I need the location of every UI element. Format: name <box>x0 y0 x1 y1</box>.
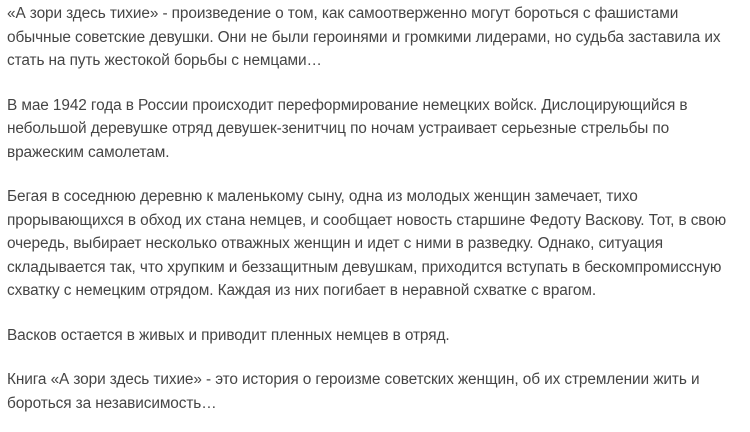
paragraph-book-summary: Книга «А зори здесь тихие» - это история о героизме советских женщин, об их стремлении жить и бороться за независимость… <box>7 371 700 412</box>
paragraph-may-1942: В мае 1942 года в России происходит переформирование немецких войск. Дислоцирующийся в небольшой деревушке отряд девушек-зенитчиц по ночам устраивает серьезные стрельбы по вражеским самолетам. <box>7 96 688 161</box>
paragraph-vaskov-survives: Васков остается в живых и приводит пленных немцев в отряд. <box>7 326 450 344</box>
paragraph-reconnaissance: Бегая в соседнюю деревню к маленькому сыну, одна из молодых женщин замечает, тихо прорывающихся в обход их стана немцев, и сообщает новость старшине Федоту Васкову. Тот, в свою очередь, выбирает несколько отважных женщин и идет с ними в разведку. Однако, ситуация складывается так, что хрупким и беззащитным девушкам, приходится вступать в бескомпромиссную схватку с немецким отрядом. Каждая из них погибает в неравной схватке с врагом. <box>7 188 727 299</box>
paragraph-intro: «А зори здесь тихие» - произведение о том, как самоотверженно могут бороться с фашистами обычные советские девушки. Они не были героинями и громкими лидерами, но судьба заставила их стать на путь жестокой борьбы с немцами… <box>7 5 721 69</box>
